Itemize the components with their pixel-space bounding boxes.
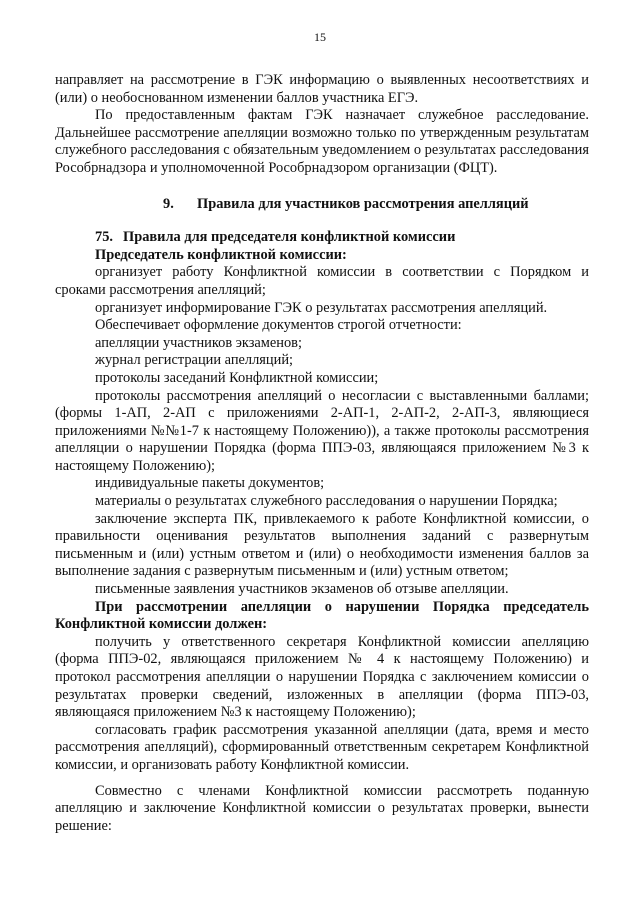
paragraph: Совместно с членами Конфликтной комиссии рассмотреть поданную апелляцию и заключение Конфликтной комиссии о результатах проверки, вынести решение: bbox=[55, 782, 589, 834]
paragraph: По предоставленным фактам ГЭК назначает служебное расследование. Дальнейшее рассмотрение апелляции возможно только по утвержденным результатам служебного расследования с обязательным уведомлением о результатах расследования Рособрнадзора и уполномоченной Рособрнадзором организации (ФЦТ). bbox=[55, 107, 589, 176]
list-item: апелляции участников экзаменов; bbox=[95, 334, 302, 351]
section-heading bbox=[55, 196, 589, 214]
section-title: Правила для участников рассмотрения апелляций bbox=[197, 195, 529, 212]
list-item: заключение эксперта ПК, привлекаемого к работе Конфликтной комиссии, о правильности оценивания результатов выполнения заданий с развернутым письменным и (или) устным ответом и (или) о необходимости изменения баллов за выполнение задания с развернутым письменным и (или) устным ответом; bbox=[55, 510, 589, 580]
list-item: журнал регистрации апелляций; bbox=[95, 352, 294, 369]
paragraph: согласовать график рассмотрения указанной апелляции (дата, время и место рассмотрения апелляций), сформированный ответственным секретарем Конфликтной комиссии, и организовать работу Конфликтной комиссии. bbox=[55, 721, 589, 773]
list-item: письменные заявления участников экзаменов об отзыве апелляции. bbox=[95, 581, 509, 598]
paragraph: получить у ответственного секретаря Конфликтной комиссии апелляцию (форма ППЭ-02, являющаяся приложением № 4 к настоящему Положению) и протокол рассмотрения апелляции о нарушении Порядка с заключением комиссии о результатах проверки сведений, изложенных в апелляции (форма ППЭ-03, являющаяся приложением №3 к настоящему Положению); bbox=[55, 633, 589, 721]
subsection-heading bbox=[55, 229, 589, 247]
paragraph: направляет на рассмотрение в ГЭК информацию о выявленных несоответствиях и (или) о необоснованном изменении баллов участника ЕГЭ. bbox=[55, 72, 589, 106]
subsection-title: Правила для председателя конфликтной комиссии bbox=[123, 229, 456, 246]
section-number: 9. bbox=[163, 195, 174, 212]
page-number: 15 bbox=[314, 30, 326, 44]
paragraph: Обеспечивает оформление документов строгой отчетности: bbox=[95, 317, 462, 334]
chairman-heading: Председатель конфликтной комиссии: bbox=[95, 246, 347, 263]
paragraph: организует информирование ГЭК о результатах рассмотрения апелляций. bbox=[95, 299, 548, 316]
list-item: материалы о результатах служебного расследования о нарушении Порядка; bbox=[95, 493, 558, 510]
document-body bbox=[55, 72, 589, 835]
paragraph: организует работу Конфликтной комиссии в соответствии с Порядком и сроками рассмотрения апелляций; bbox=[55, 264, 589, 298]
subsection-number: 75. bbox=[95, 229, 113, 246]
violation-heading: При рассмотрении апелляции о нарушении Порядка председатель Конфликтной комиссии должен: bbox=[55, 598, 589, 633]
list-item: индивидуальные пакеты документов; bbox=[95, 475, 325, 492]
list-item: протоколы заседаний Конфликтной комиссии; bbox=[95, 369, 379, 386]
list-item: протоколы рассмотрения апелляций о несогласии с выставленными баллами; (формы 1-АП, 2-АП с приложениями 2-АП-1, 2-АП-2, 2-АП-3, являющиеся приложениями №№1-7 к настоящему Положению)), а также протоколы рассмотрения апелляции о нарушении Порядка (форма ППЭ-03, являющаяся приложением №3 к настоящему Положению); bbox=[55, 387, 589, 474]
